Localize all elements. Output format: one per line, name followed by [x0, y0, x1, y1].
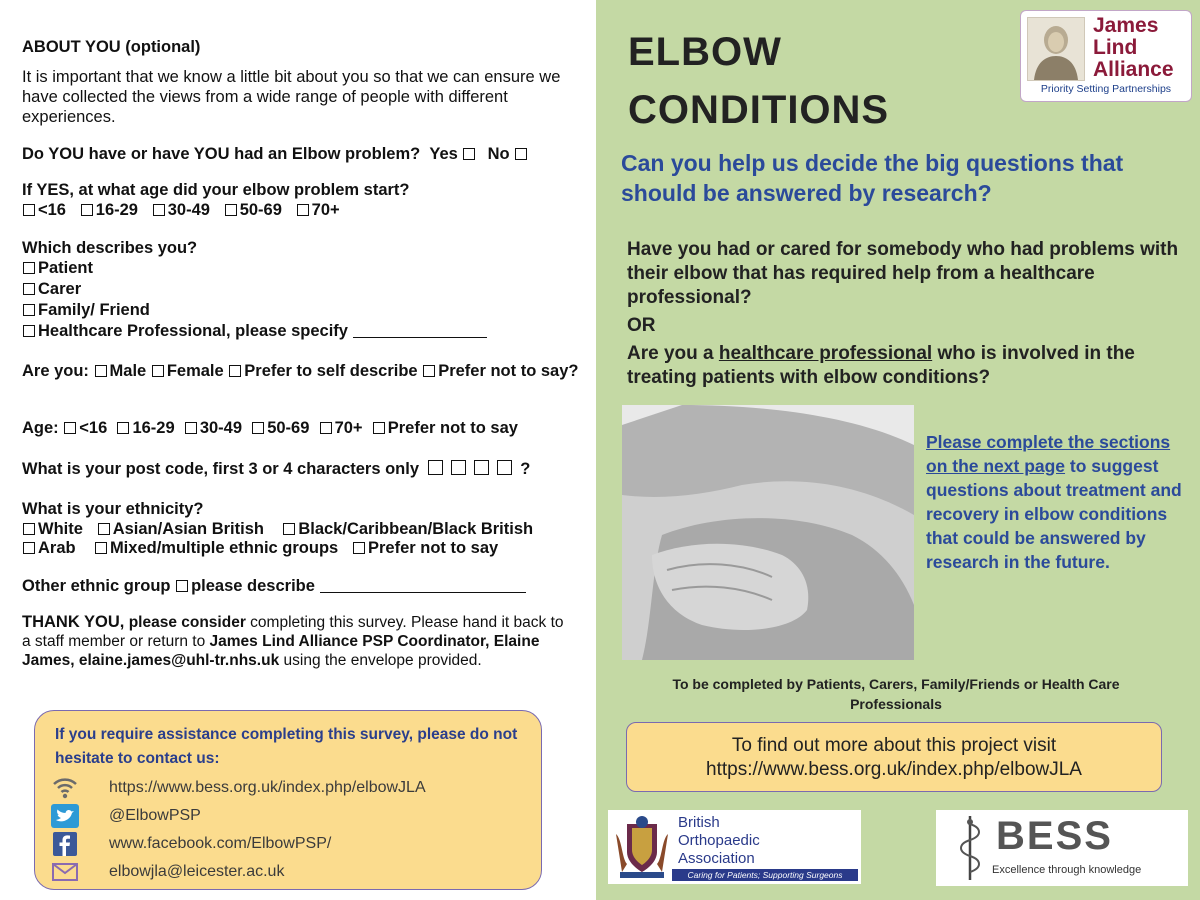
visit-line-1: To find out more about this project visit [731, 735, 1057, 756]
bess-logo [936, 810, 1188, 886]
gender-question: Are you: Male Female Prefer to self describe Prefer not to say? [22, 362, 579, 380]
age-checkbox[interactable] [64, 422, 76, 434]
wifi-icon [51, 776, 79, 800]
portrait-icon [1027, 17, 1085, 81]
title-line-2: CONDITIONS [628, 88, 890, 132]
contact-email[interactable] [51, 859, 284, 885]
age-checkbox[interactable] [252, 422, 264, 434]
next-page-link[interactable]: Please complete the sections on the next page [926, 432, 1171, 476]
complete-sections-text: Please complete the sections on the next page to suggest questions about treatment and recovery in elbow conditions that could be answered by research in the future. [926, 432, 1182, 572]
target-audience-text: To be completed by Patients, Carers, Family/Friends or Health Care Professionals [672, 676, 1120, 712]
age-start-checkbox[interactable] [23, 204, 35, 216]
contact-twitter[interactable] [51, 803, 201, 829]
boa-tagline: Caring for Patients; Supporting Surgeons [672, 869, 858, 881]
postcode-char-box[interactable] [428, 460, 443, 475]
age-start-checkbox[interactable] [225, 204, 237, 216]
patient-paragraph: Have you had or cared for somebody who had problems with their elbow that has required help from a healthcare professional? [627, 239, 1179, 308]
contact-website[interactable] [51, 775, 426, 801]
elbow-photo [622, 405, 914, 660]
male-checkbox[interactable] [95, 365, 107, 377]
professional-paragraph: Are you a healthcare professional who is involved in the treating patients with elbow conditions? [627, 343, 1135, 388]
ethnicity-checkbox[interactable] [95, 542, 107, 554]
james-lind-alliance-logo [1020, 10, 1192, 102]
email-icon [51, 860, 79, 884]
ethnicity-checkbox[interactable] [23, 542, 35, 554]
professional-checkbox[interactable] [23, 325, 35, 337]
elbow-problem-question: Do YOU have or have YOU had an Elbow problem? Yes No [22, 144, 530, 164]
age-checkbox[interactable] [373, 422, 385, 434]
age-checkbox[interactable] [320, 422, 332, 434]
bess-tagline: Excellence through knowledge [992, 864, 1142, 876]
contact-website-text: https://www.bess.org.uk/index.php/elbowJLA [109, 779, 426, 796]
age-start-question: If YES, at what age did your elbow problem start? [22, 181, 410, 199]
twitter-icon [51, 804, 79, 828]
postcode-question: What is your post code, first 3 or 4 characters only ? [22, 460, 531, 478]
describe-question: Which describes you? [22, 239, 198, 257]
ethnicity-checkbox[interactable] [23, 523, 35, 535]
thank-you-text: THANK YOU, please consider completing this survey. Please hand it back to a staff member or return to James Lind Alliance PSP Coordinator, Elaine James, elaine.james@uhl-tr.nhs.uk using the envelope provided. [22, 613, 564, 669]
ethnicity-question: What is your ethnicity? [22, 500, 204, 518]
assistance-box [34, 710, 542, 890]
carer-checkbox[interactable] [23, 283, 35, 295]
visit-url[interactable]: https://www.bess.org.uk/index.php/elbowJLA [706, 759, 1082, 780]
coat-of-arms-icon [612, 814, 672, 880]
yes-checkbox[interactable] [463, 148, 475, 160]
describe-option-carer: Carer [22, 279, 81, 299]
about-heading: ABOUT YOU (optional) [22, 38, 201, 56]
project-info-box [626, 722, 1162, 792]
contact-facebook[interactable] [51, 831, 331, 857]
ethnicity-checkbox[interactable] [283, 523, 295, 535]
info-panel [596, 0, 1200, 900]
jla-tagline: Priority Setting Partnerships [1040, 83, 1172, 95]
ethnicity-row-2: Arab Mixed/multiple ethnic groups Prefer not to say [22, 538, 498, 558]
describe-option-patient: Patient [22, 258, 93, 278]
professional-specify-field[interactable] [353, 323, 487, 338]
ethnicity-checkbox[interactable] [98, 523, 110, 535]
postcode-char-box[interactable] [497, 460, 512, 475]
healthcare-professional-link: healthcare professional [718, 343, 933, 364]
contact-email-text: elbowjla@leicester.ac.uk [109, 863, 285, 880]
title-line-1: ELBOW [628, 30, 782, 74]
facebook-icon [51, 832, 79, 856]
assistance-heading: If you require assistance completing this survey, please do not hesitate to contact us: [55, 726, 518, 767]
ethnicity-checkbox[interactable] [353, 542, 365, 554]
research-question: Can you help us decide the big questions that should be answered by research? [621, 150, 1124, 206]
age-start-checkbox[interactable] [153, 204, 165, 216]
other-ethnic-checkbox[interactable] [176, 580, 188, 592]
postcode-char-box[interactable] [474, 460, 489, 475]
describe-option-professional: Healthcare Professional, please specify [22, 321, 487, 341]
age-checkbox[interactable] [185, 422, 197, 434]
age-start-checkbox[interactable] [297, 204, 309, 216]
age-question: Age: <16 16-29 30-49 50-69 70+ Prefer not to say [22, 419, 518, 437]
self-describe-checkbox[interactable] [229, 365, 241, 377]
no-checkbox[interactable] [515, 148, 527, 160]
postcode-char-box[interactable] [451, 460, 466, 475]
other-ethnic-field[interactable] [320, 578, 526, 593]
jla-name: James Lind Alliance [1093, 14, 1174, 81]
other-ethnic-question: Other ethnic group please describe [22, 576, 526, 596]
boa-name: British Orthopaedic Association [678, 814, 760, 867]
contact-twitter-text: @ElbowPSP [109, 807, 201, 824]
describe-option-family: Family/ Friend [22, 300, 150, 320]
ethnicity-row-1: White Asian/Asian British Black/Caribbean/Black British [22, 519, 533, 539]
age-start-options: <16 16-29 30-49 50-69 70+ [22, 200, 340, 220]
age-checkbox[interactable] [117, 422, 129, 434]
or-text: OR [627, 315, 656, 336]
staff-of-asclepius-icon [950, 814, 990, 882]
british-orthopaedic-association-logo [608, 810, 861, 884]
age-start-checkbox[interactable] [81, 204, 93, 216]
female-checkbox[interactable] [152, 365, 164, 377]
intro-text: It is important that we know a little bit about you so that we can ensure we have collected the views from a wide range of people with different experiences. [22, 68, 561, 126]
contact-facebook-text: www.facebook.com/ElbowPSP/ [109, 835, 332, 852]
patient-checkbox[interactable] [23, 262, 35, 274]
family-checkbox[interactable] [23, 304, 35, 316]
survey-form-panel [0, 0, 596, 900]
bess-name: BESS [996, 814, 1113, 858]
prefer-not-checkbox[interactable] [423, 365, 435, 377]
